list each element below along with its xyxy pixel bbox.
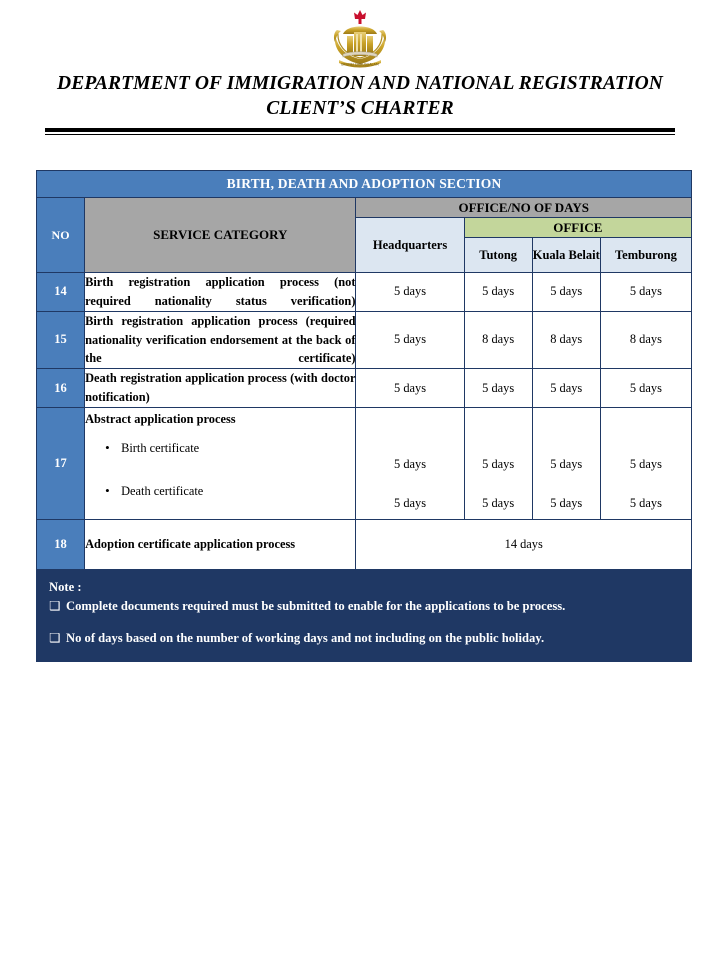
title-divider [45, 128, 675, 135]
header-row-group [37, 198, 692, 218]
row-days-temburong: 5 days [600, 369, 691, 408]
column-header-tutong: Tutong [464, 238, 532, 273]
row-service-category: Adoption certificate application process [85, 519, 356, 569]
page-title-line-1: DEPARTMENT OF IMMIGRATION AND NATIONAL REGISTRATION [57, 73, 663, 94]
row-number: 15 [37, 311, 85, 369]
column-header-office-no-of-days: OFFICE/NO OF DAYS [356, 198, 692, 218]
table-row [37, 407, 692, 519]
table-row [37, 519, 692, 569]
row-days-temburong: 5 days [600, 273, 691, 312]
row-number: 18 [37, 519, 85, 569]
row-days-temburong [600, 407, 691, 519]
row-service-category [85, 407, 356, 519]
brunei-coat-of-arms-icon [325, 8, 395, 72]
column-header-kuala-belait: Kuala Belait [532, 238, 600, 273]
checkbox-bullet-icon: ❑ [49, 630, 61, 646]
table-row [37, 369, 692, 408]
table-row [37, 311, 692, 369]
note-section [36, 570, 692, 663]
days-birth-certificate: 5 days [550, 456, 583, 471]
row-days-tutong [464, 407, 532, 519]
column-header-no: NO [37, 198, 85, 273]
row-days-tutong: 8 days [464, 311, 532, 369]
row-number: 16 [37, 369, 85, 408]
row-service-category: Birth registration application process (not required nationality status verification) [85, 273, 356, 312]
section-title: BIRTH, DEATH AND ADOPTION SECTION [37, 171, 692, 198]
row-days-headquarters: 5 days [356, 369, 464, 408]
charter-table-container [36, 170, 692, 662]
list-item: • Birth certificate [105, 439, 355, 458]
days-death-certificate: 5 days [550, 495, 583, 510]
row-service-category: Death registration application process (with doctor notification) [85, 369, 356, 408]
note-item [49, 629, 679, 647]
row-days-all-offices: 14 days [356, 519, 692, 569]
days-birth-certificate: 5 days [629, 456, 662, 471]
crest-container [0, 0, 720, 72]
list-item: • Death certificate [105, 482, 355, 501]
days-death-certificate: 5 days [629, 495, 662, 510]
row-service-category: Birth registration application process (required nationality verification endorsement at the back of the certificate) [85, 311, 356, 369]
checkbox-bullet-icon: ❑ [49, 597, 61, 613]
column-header-temburong: Temburong [600, 238, 691, 273]
row-days-kuala-belait [532, 407, 600, 519]
note-item-text: No of days based on the number of working days and not including on the public holiday. [66, 631, 545, 646]
row-days-kuala-belait: 5 days [532, 369, 600, 408]
page-title-line-2: CLIENT’S CHARTER [266, 97, 454, 119]
section-title-row [37, 171, 692, 198]
days-birth-certificate: 5 days [482, 456, 515, 471]
row-days-kuala-belait: 8 days [532, 311, 600, 369]
abstract-bullet-list [85, 439, 355, 501]
svg-text:BRUNEI DARUSSALAM: BRUNEI DARUSSALAM [341, 62, 379, 67]
row-days-kuala-belait: 5 days [532, 273, 600, 312]
abstract-process-heading: Abstract application process [85, 411, 236, 426]
table-row [37, 273, 692, 312]
days-death-certificate: 5 days [482, 495, 515, 510]
row-days-tutong: 5 days [464, 369, 532, 408]
column-header-office: OFFICE [464, 218, 691, 238]
note-title: Note : [49, 579, 82, 594]
days-death-certificate: 5 days [394, 495, 427, 510]
row-days-headquarters [356, 407, 464, 519]
charter-table [36, 170, 692, 570]
days-birth-certificate: 5 days [394, 456, 427, 471]
note-item [49, 597, 679, 615]
note-item-text: Complete documents required must be submitted to enable for the applications to be process. [66, 598, 566, 613]
row-number: 14 [37, 273, 85, 312]
column-header-service-category: SERVICE CATEGORY [85, 198, 356, 273]
row-days-headquarters: 5 days [356, 311, 464, 369]
column-header-headquarters: Headquarters [356, 218, 464, 273]
document-title-block [45, 72, 675, 135]
row-days-temburong: 8 days [600, 311, 691, 369]
row-days-tutong: 5 days [464, 273, 532, 312]
row-number: 17 [37, 407, 85, 519]
row-days-headquarters: 5 days [356, 273, 464, 312]
